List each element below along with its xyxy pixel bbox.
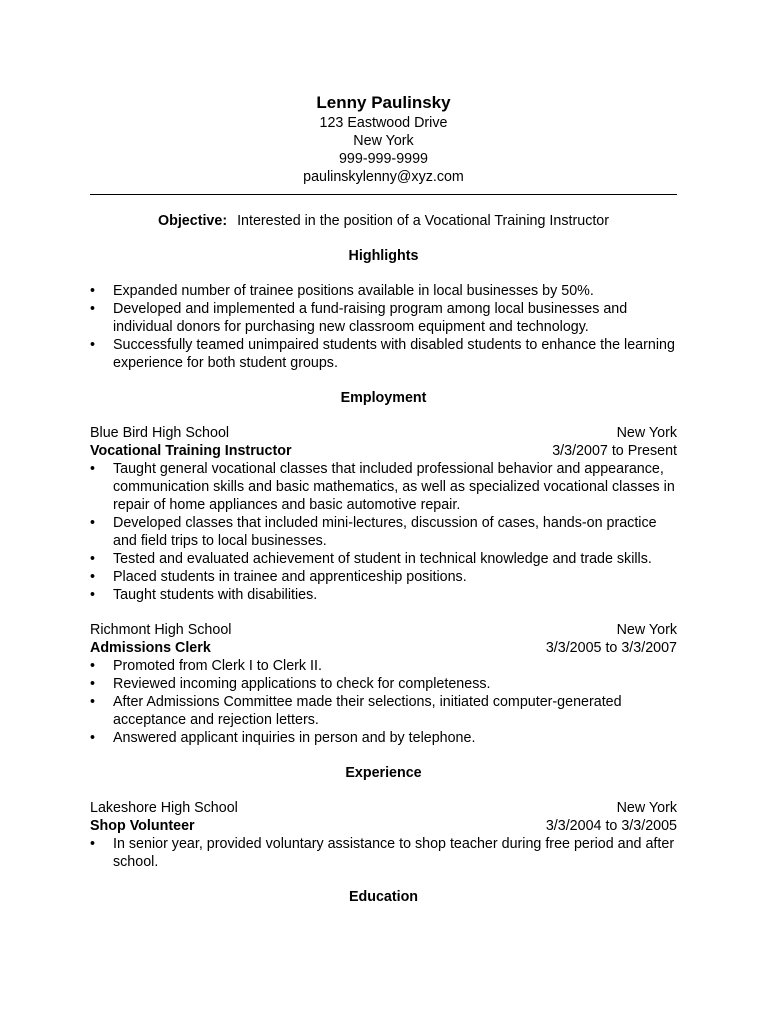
job-location: New York <box>616 800 677 816</box>
list-item: • In senior year, provided voluntary assistance to shop teacher during free period and after school. <box>90 836 675 870</box>
job-entry <box>90 424 677 604</box>
list-item: • Expanded number of trainee positions available in local businesses by 50%. <box>90 283 594 299</box>
bullet-icon: • <box>90 283 96 299</box>
bullet-icon: • <box>90 551 96 567</box>
experience-title: Experience <box>345 765 422 781</box>
objective <box>90 212 677 230</box>
resume-page <box>90 92 677 906</box>
job-dates: 3/3/2007 to Present <box>552 443 677 459</box>
job-title: Shop Volunteer <box>90 818 195 834</box>
job-duties-list <box>90 460 677 604</box>
objective-label: Objective: <box>157 213 228 229</box>
phone-line: 999-999-9999 <box>338 151 429 167</box>
job-title: Vocational Training Instructor <box>90 443 292 459</box>
job-location: New York <box>616 425 677 441</box>
list-item: • Taught general vocational classes that included professional behavior and appearance, communication skills and basic mathematics, as well as specialized vocational classes in repair of home appliances and basic automotive repair. <box>90 461 675 513</box>
bullet-icon: • <box>90 461 96 477</box>
bullet-icon: • <box>90 676 96 692</box>
employment-title: Employment <box>340 390 427 406</box>
candidate-name: Lenny Paulinsky <box>316 93 451 112</box>
job-dates: 3/3/2005 to 3/3/2007 <box>545 640 677 656</box>
list-item: • Successfully teamed unimpaired students with disabled students to enhance the learning experience for both student groups. <box>90 337 675 371</box>
job-entry <box>90 799 677 871</box>
bullet-icon: • <box>90 694 96 710</box>
highlights-title: Highlights <box>348 248 419 264</box>
resume-header <box>90 92 677 186</box>
objective-text: Interested in the position of a Vocational Training Instructor <box>237 213 610 229</box>
highlights-list <box>90 282 677 372</box>
bullet-icon: • <box>90 337 96 353</box>
list-item: • Developed and implemented a fund-raising program among local businesses and individual donors for purchasing new classroom equipment and technology. <box>90 301 628 335</box>
list-item: • Tested and evaluated achievement of student in technical knowledge and trade skills. <box>90 551 652 567</box>
bullet-icon: • <box>90 587 96 603</box>
bullet-icon: • <box>90 569 96 585</box>
list-item: • Developed classes that included mini-lectures, discussion of cases, hands-on practice and field trips to local businesses. <box>90 515 657 549</box>
job-organization: Lakeshore High School <box>90 800 238 816</box>
job-organization: Blue Bird High School <box>90 425 230 441</box>
address-line: 123 Eastwood Drive <box>319 115 448 131</box>
job-entry <box>90 621 677 747</box>
list-item: • After Admissions Committee made their selections, initiated computer-generated acceptance and rejection letters. <box>90 694 622 728</box>
job-organization: Richmont High School <box>90 622 232 638</box>
job-title: Admissions Clerk <box>90 640 211 656</box>
bullet-icon: • <box>90 836 96 852</box>
email-line: paulinskylenny@xyz.com <box>303 169 464 185</box>
header-divider <box>90 194 677 195</box>
list-item: • Taught students with disabilities. <box>90 587 318 603</box>
education-title: Education <box>348 889 419 905</box>
city-line: New York <box>353 133 414 149</box>
bullet-icon: • <box>90 515 96 531</box>
list-item: • Promoted from Clerk I to Clerk II. <box>90 658 322 674</box>
job-duties-list <box>90 657 677 747</box>
list-item: • Answered applicant inquiries in person and by telephone. <box>90 730 476 746</box>
bullet-icon: • <box>90 301 96 317</box>
list-item: • Reviewed incoming applications to check for completeness. <box>90 676 491 692</box>
job-dates: 3/3/2004 to 3/3/2005 <box>545 818 677 834</box>
bullet-icon: • <box>90 730 96 746</box>
bullet-icon: • <box>90 658 96 674</box>
list-item: • Placed students in trainee and apprenticeship positions. <box>90 569 467 585</box>
job-location: New York <box>616 622 677 638</box>
job-duties-list <box>90 835 677 871</box>
